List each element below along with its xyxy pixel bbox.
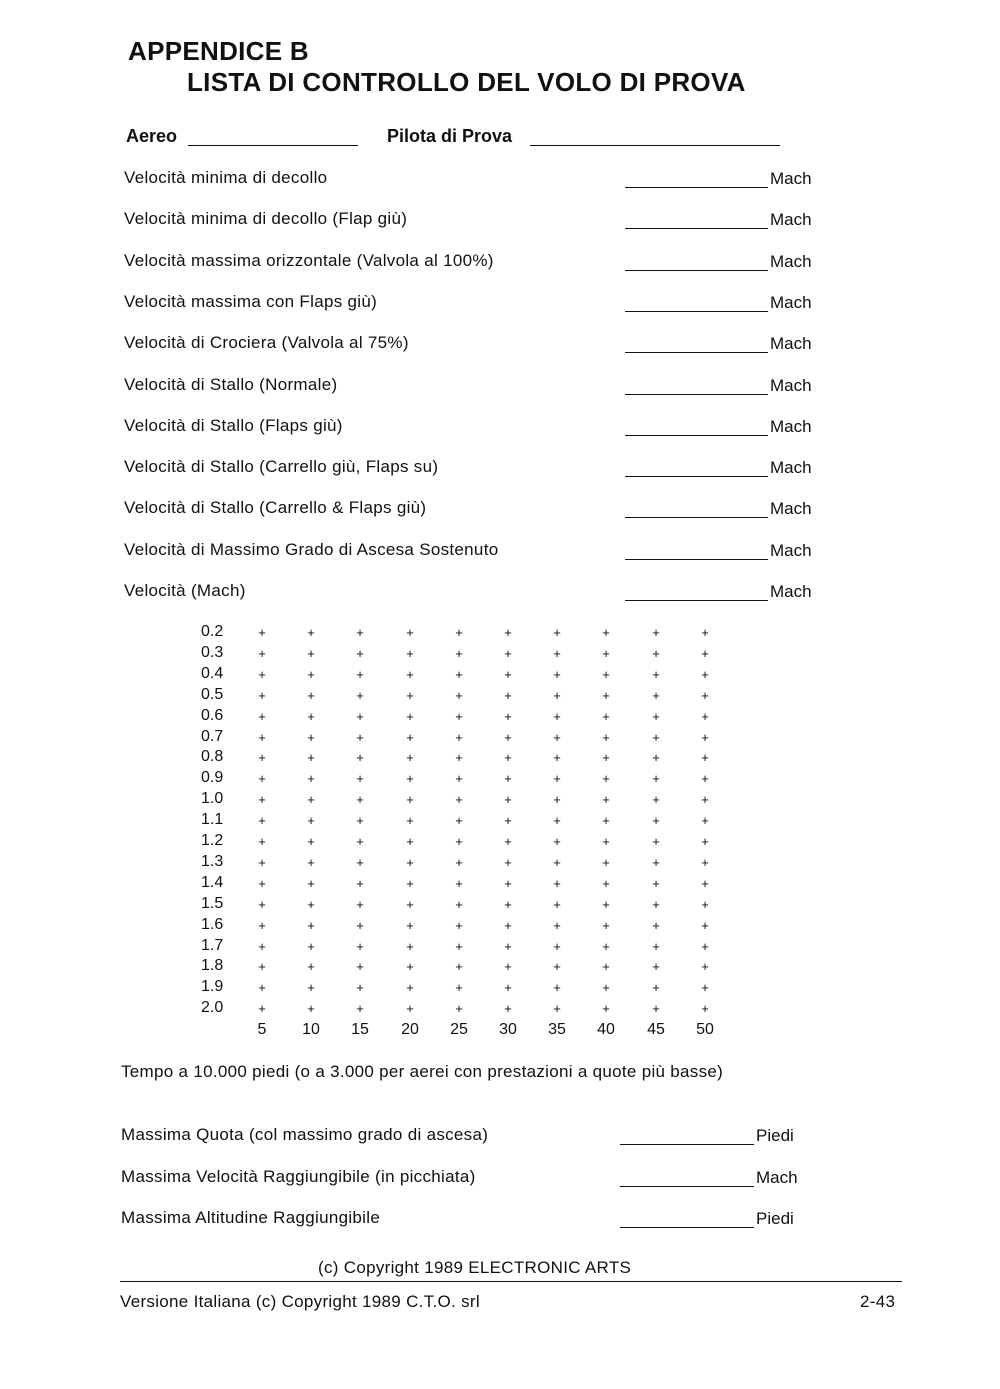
grid-plus-marker: + (455, 625, 463, 640)
grid-plus-marker: + (406, 771, 414, 786)
speed-row-label: Velocità minima di decollo (Flap giù) (124, 209, 408, 228)
grid-plus-marker: + (356, 918, 364, 933)
grid-plus-marker: + (504, 771, 512, 786)
grid-plus-marker: + (258, 646, 266, 661)
grid-plus-marker: + (553, 688, 561, 703)
speed-row-unit: Mach (770, 458, 812, 477)
grid-plus-marker: + (701, 834, 709, 849)
grid-plus-marker: + (406, 876, 414, 891)
speed-row-unit: Mach (770, 376, 812, 395)
grid-plus-marker: + (602, 813, 610, 828)
grid-plus-marker: + (307, 813, 315, 828)
grid-plus-marker: + (455, 730, 463, 745)
grid-plus-marker: + (356, 959, 364, 974)
max-row-answer-line (620, 1144, 754, 1145)
grid-plus-marker: + (455, 813, 463, 828)
grid-plus-marker: + (307, 771, 315, 786)
grid-x-label: 20 (401, 1021, 419, 1038)
grid-plus-marker: + (504, 625, 512, 640)
speed-row-answer-line (625, 187, 768, 188)
grid-x-label: 15 (351, 1021, 369, 1038)
grid-plus-marker: + (701, 709, 709, 724)
grid-plus-marker: + (701, 855, 709, 870)
grid-plus-marker: + (701, 813, 709, 828)
grid-plus-marker: + (356, 980, 364, 995)
grid-plus-marker: + (406, 750, 414, 765)
grid-plus-marker: + (356, 625, 364, 640)
grid-y-label: 1.2 (201, 832, 224, 849)
speed-row-label: Velocità di Stallo (Normale) (124, 375, 338, 394)
grid-plus-marker: + (258, 792, 266, 807)
grid-plus-marker: + (602, 750, 610, 765)
speed-row-unit: Mach (770, 169, 812, 188)
speed-row-label: Velocità (Mach) (124, 581, 246, 600)
grid-plus-marker: + (602, 709, 610, 724)
grid-plus-marker: + (652, 667, 660, 682)
grid-plus-marker: + (504, 855, 512, 870)
grid-plus-marker: + (455, 709, 463, 724)
grid-plus-marker: + (307, 897, 315, 912)
grid-plus-marker: + (652, 709, 660, 724)
grid-plus-marker: + (652, 813, 660, 828)
speed-row-unit: Mach (770, 252, 812, 271)
grid-plus-marker: + (455, 939, 463, 954)
grid-plus-marker: + (504, 813, 512, 828)
grid-plus-marker: + (455, 792, 463, 807)
grid-plus-marker: + (258, 876, 266, 891)
grid-y-label: 1.7 (201, 937, 224, 954)
grid-plus-marker: + (406, 625, 414, 640)
grid-y-label: 1.9 (201, 978, 224, 995)
speed-row-answer-line (625, 559, 768, 560)
grid-plus-marker: + (406, 918, 414, 933)
grid-x-label: 30 (499, 1021, 517, 1038)
grid-plus-marker: + (701, 730, 709, 745)
speed-row-answer-line (625, 600, 768, 601)
max-row-answer-line (620, 1227, 754, 1228)
grid-plus-marker: + (504, 646, 512, 661)
grid-plus-marker: + (455, 876, 463, 891)
speed-row-answer-line (625, 517, 768, 518)
grid-plus-marker: + (307, 876, 315, 891)
speed-row-label: Velocità di Stallo (Carrello & Flaps giù) (124, 498, 427, 517)
speed-row-label: Velocità massima con Flaps giù) (124, 292, 378, 311)
grid-y-label: 0.8 (201, 748, 224, 765)
speed-row-unit: Mach (770, 334, 812, 353)
grid-plus-marker: + (602, 667, 610, 682)
grid-plus-marker: + (406, 980, 414, 995)
grid-plus-marker: + (553, 625, 561, 640)
grid-plus-marker: + (602, 855, 610, 870)
grid-plus-marker: + (504, 876, 512, 891)
grid-plus-marker: + (504, 897, 512, 912)
checklist-title: LISTA DI CONTROLLO DEL VOLO DI PROVA (187, 67, 746, 97)
max-row-answer-line (620, 1186, 754, 1187)
grid-plus-marker: + (553, 980, 561, 995)
grid-plus-marker: + (701, 918, 709, 933)
page-number: 2-43 (860, 1292, 896, 1311)
speed-row-answer-line (625, 352, 768, 353)
grid-plus-marker: + (602, 876, 610, 891)
grid-plus-marker: + (258, 813, 266, 828)
grid-plus-marker: + (356, 688, 364, 703)
speed-row-unit: Mach (770, 541, 812, 560)
grid-plus-marker: + (553, 855, 561, 870)
grid-plus-marker: + (701, 667, 709, 682)
grid-plus-marker: + (504, 667, 512, 682)
grid-y-label: 0.4 (201, 665, 224, 682)
grid-plus-marker: + (455, 667, 463, 682)
grid-plus-marker: + (652, 980, 660, 995)
grid-plus-marker: + (602, 939, 610, 954)
aircraft-field-line (188, 145, 358, 146)
grid-plus-marker: + (504, 688, 512, 703)
grid-plus-marker: + (455, 771, 463, 786)
grid-plus-marker: + (602, 730, 610, 745)
max-row-unit: Piedi (756, 1126, 794, 1145)
grid-plus-marker: + (356, 646, 364, 661)
max-row-label: Massima Quota (col massimo grado di ascesa) (121, 1125, 489, 1144)
grid-plus-marker: + (307, 792, 315, 807)
speed-row-unit: Mach (770, 293, 812, 312)
grid-plus-marker: + (307, 918, 315, 933)
grid-x-label: 35 (548, 1021, 566, 1038)
grid-plus-marker: + (701, 792, 709, 807)
grid-plus-marker: + (602, 688, 610, 703)
max-row-unit: Piedi (756, 1209, 794, 1228)
speed-row-unit: Mach (770, 499, 812, 518)
grid-plus-marker: + (504, 792, 512, 807)
grid-plus-marker: + (553, 1001, 561, 1016)
grid-y-label: 0.9 (201, 769, 224, 786)
grid-plus-marker: + (602, 980, 610, 995)
grid-plus-marker: + (406, 667, 414, 682)
grid-plus-marker: + (406, 855, 414, 870)
grid-plus-marker: + (258, 855, 266, 870)
grid-plus-marker: + (356, 1001, 364, 1016)
speed-row-label: Velocità minima di decollo (124, 168, 328, 187)
speed-row-label: Velocità massima orizzontale (Valvola al 100%) (124, 251, 494, 270)
grid-x-label: 5 (257, 1021, 267, 1038)
aircraft-label: Aereo (126, 126, 178, 146)
grid-plus-marker: + (258, 750, 266, 765)
grid-plus-marker: + (455, 1001, 463, 1016)
grid-x-label: 25 (450, 1021, 468, 1038)
grid-plus-marker: + (701, 1001, 709, 1016)
grid-plus-marker: + (652, 939, 660, 954)
grid-plus-marker: + (258, 959, 266, 974)
grid-plus-marker: + (258, 730, 266, 745)
grid-y-label: 1.8 (201, 957, 224, 974)
speed-row-unit: Mach (770, 210, 812, 229)
speed-row-label: Velocità di Massimo Grado di Ascesa Sostenuto (124, 540, 499, 559)
grid-plus-marker: + (356, 939, 364, 954)
grid-plus-marker: + (553, 667, 561, 682)
max-row-unit: Mach (756, 1168, 798, 1187)
grid-plus-marker: + (307, 939, 315, 954)
grid-plus-marker: + (258, 709, 266, 724)
grid-y-label: 0.2 (201, 623, 224, 640)
grid-plus-marker: + (602, 959, 610, 974)
speed-row-answer-line (625, 435, 768, 436)
grid-plus-marker: + (553, 959, 561, 974)
grid-plus-marker: + (455, 688, 463, 703)
grid-plus-marker: + (652, 646, 660, 661)
grid-plus-marker: + (258, 980, 266, 995)
grid-plus-marker: + (356, 855, 364, 870)
speed-row-label: Velocità di Crociera (Valvola al 75%) (124, 333, 409, 352)
grid-plus-marker: + (652, 918, 660, 933)
grid-plus-marker: + (701, 646, 709, 661)
pilot-field-line (530, 145, 780, 146)
grid-plus-marker: + (356, 709, 364, 724)
grid-plus-marker: + (356, 897, 364, 912)
grid-plus-marker: + (701, 750, 709, 765)
grid-plus-marker: + (307, 855, 315, 870)
grid-plus-marker: + (258, 1001, 266, 1016)
appendix-title: APPENDICE B (128, 36, 309, 66)
grid-plus-marker: + (258, 625, 266, 640)
grid-plus-marker: + (652, 625, 660, 640)
grid-plus-marker: + (455, 834, 463, 849)
grid-plus-marker: + (406, 730, 414, 745)
grid-plus-marker: + (406, 792, 414, 807)
grid-plus-marker: + (553, 771, 561, 786)
grid-plus-marker: + (307, 959, 315, 974)
grid-plus-marker: + (406, 646, 414, 661)
footer-divider (120, 1281, 902, 1282)
grid-plus-marker: + (504, 834, 512, 849)
grid-plus-marker: + (307, 980, 315, 995)
grid-plus-marker: + (553, 792, 561, 807)
speed-row-unit: Mach (770, 582, 812, 601)
grid-plus-marker: + (553, 750, 561, 765)
pilot-label: Pilota di Prova (387, 126, 513, 146)
grid-plus-marker: + (307, 625, 315, 640)
grid-plus-marker: + (701, 959, 709, 974)
speed-row-answer-line (625, 270, 768, 271)
grid-plus-marker: + (652, 771, 660, 786)
grid-plus-marker: + (602, 897, 610, 912)
grid-plus-marker: + (701, 939, 709, 954)
grid-plus-marker: + (307, 750, 315, 765)
grid-plus-marker: + (553, 813, 561, 828)
grid-plus-marker: + (406, 709, 414, 724)
speed-row-label: Velocità di Stallo (Flaps giù) (124, 416, 343, 435)
grid-plus-marker: + (504, 750, 512, 765)
grid-plus-marker: + (602, 834, 610, 849)
grid-plus-marker: + (701, 771, 709, 786)
grid-plus-marker: + (406, 939, 414, 954)
speed-row-answer-line (625, 311, 768, 312)
grid-plus-marker: + (307, 688, 315, 703)
grid-plus-marker: + (652, 959, 660, 974)
max-row-label: Massima Altitudine Raggiungibile (121, 1208, 381, 1227)
grid-plus-marker: + (455, 897, 463, 912)
grid-y-label: 1.4 (201, 874, 224, 891)
grid-y-label: 1.5 (201, 895, 224, 912)
grid-plus-marker: + (406, 959, 414, 974)
grid-plus-marker: + (504, 980, 512, 995)
grid-plus-marker: + (504, 1001, 512, 1016)
grid-plus-marker: + (701, 625, 709, 640)
grid-x-label: 45 (647, 1021, 665, 1038)
grid-y-label: 0.6 (201, 707, 224, 724)
grid-plus-marker: + (356, 730, 364, 745)
grid-plus-marker: + (504, 709, 512, 724)
grid-plus-marker: + (356, 834, 364, 849)
grid-x-label: 40 (597, 1021, 615, 1038)
grid-plus-marker: + (406, 897, 414, 912)
grid-plus-marker: + (553, 876, 561, 891)
max-row-label: Massima Velocità Raggiungibile (in picchiata) (121, 1167, 476, 1186)
grid-plus-marker: + (602, 1001, 610, 1016)
grid-plus-marker: + (258, 834, 266, 849)
grid-plus-marker: + (356, 792, 364, 807)
grid-plus-marker: + (307, 667, 315, 682)
grid-x-label: 50 (696, 1021, 714, 1038)
grid-plus-marker: + (553, 730, 561, 745)
grid-plus-marker: + (455, 855, 463, 870)
grid-plus-marker: + (356, 771, 364, 786)
grid-plus-marker: + (406, 813, 414, 828)
grid-plus-marker: + (406, 1001, 414, 1016)
grid-plus-marker: + (652, 855, 660, 870)
grid-x-label: 10 (302, 1021, 320, 1038)
grid-plus-marker: + (602, 625, 610, 640)
grid-plus-marker: + (406, 688, 414, 703)
grid-plus-marker: + (652, 876, 660, 891)
speed-row-unit: Mach (770, 417, 812, 436)
grid-plus-marker: + (504, 730, 512, 745)
time-note: Tempo a 10.000 piedi (o a 3.000 per aerei con prestazioni a quote più basse) (121, 1062, 724, 1081)
footer-version: Versione Italiana (c) Copyright 1989 C.T.O. srl (120, 1292, 480, 1311)
grid-plus-marker: + (602, 918, 610, 933)
grid-y-label: 1.3 (201, 853, 224, 870)
grid-plus-marker: + (258, 688, 266, 703)
grid-plus-marker: + (652, 834, 660, 849)
grid-plus-marker: + (356, 667, 364, 682)
grid-plus-marker: + (307, 646, 315, 661)
grid-plus-marker: + (258, 771, 266, 786)
grid-plus-marker: + (553, 709, 561, 724)
grid-plus-marker: + (356, 813, 364, 828)
grid-plus-marker: + (602, 646, 610, 661)
time-speed-grid (195, 623, 735, 1043)
grid-plus-marker: + (652, 688, 660, 703)
grid-plus-marker: + (455, 646, 463, 661)
grid-plus-marker: + (504, 939, 512, 954)
grid-plus-marker: + (701, 876, 709, 891)
grid-plus-marker: + (553, 834, 561, 849)
speed-row-answer-line (625, 394, 768, 395)
grid-plus-marker: + (258, 897, 266, 912)
grid-plus-marker: + (652, 792, 660, 807)
grid-plus-marker: + (652, 750, 660, 765)
grid-y-label: 1.6 (201, 916, 224, 933)
grid-plus-marker: + (307, 709, 315, 724)
grid-plus-marker: + (307, 730, 315, 745)
grid-plus-marker: + (701, 688, 709, 703)
grid-plus-marker: + (307, 834, 315, 849)
grid-plus-marker: + (701, 980, 709, 995)
grid-plus-marker: + (307, 1001, 315, 1016)
grid-plus-marker: + (258, 939, 266, 954)
speed-row-label: Velocità di Stallo (Carrello giù, Flaps su) (124, 457, 439, 476)
grid-plus-marker: + (356, 876, 364, 891)
speed-row-answer-line (625, 476, 768, 477)
grid-y-label: 1.0 (201, 790, 224, 807)
grid-plus-marker: + (652, 730, 660, 745)
grid-plus-marker: + (553, 646, 561, 661)
grid-plus-marker: + (504, 959, 512, 974)
speed-row-answer-line (625, 228, 768, 229)
grid-plus-marker: + (553, 939, 561, 954)
grid-plus-marker: + (504, 918, 512, 933)
grid-plus-marker: + (455, 750, 463, 765)
grid-plus-marker: + (455, 959, 463, 974)
grid-y-label: 0.5 (201, 686, 224, 703)
grid-y-label: 0.7 (201, 728, 224, 745)
grid-plus-marker: + (553, 918, 561, 933)
copyright-text: (c) Copyright 1989 ELECTRONIC ARTS (318, 1258, 632, 1277)
grid-plus-marker: + (602, 792, 610, 807)
grid-plus-marker: + (553, 897, 561, 912)
grid-plus-marker: + (356, 750, 364, 765)
grid-plus-marker: + (258, 667, 266, 682)
grid-plus-marker: + (455, 918, 463, 933)
grid-plus-marker: + (652, 1001, 660, 1016)
grid-y-label: 1.1 (201, 811, 224, 828)
grid-plus-marker: + (701, 897, 709, 912)
grid-y-label: 0.3 (201, 644, 224, 661)
grid-plus-marker: + (406, 834, 414, 849)
grid-plus-marker: + (258, 918, 266, 933)
grid-plus-marker: + (455, 980, 463, 995)
grid-y-label: 2.0 (201, 999, 224, 1016)
grid-plus-marker: + (602, 771, 610, 786)
grid-plus-marker: + (652, 897, 660, 912)
